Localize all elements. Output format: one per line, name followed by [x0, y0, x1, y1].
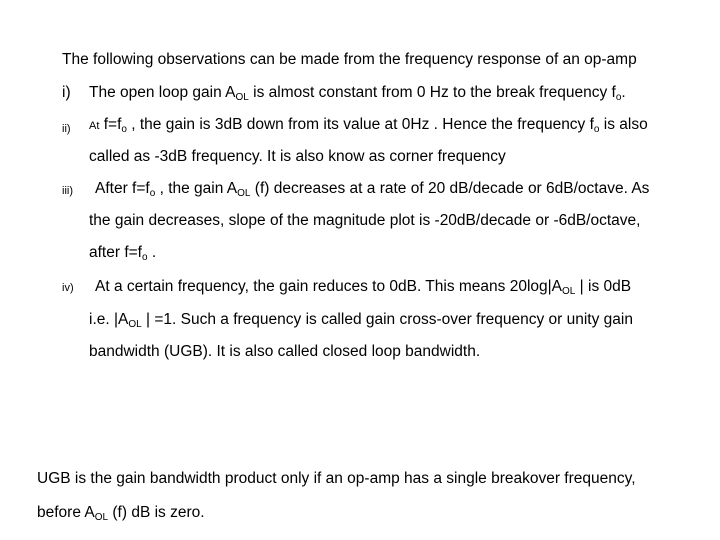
item-1-marker [62, 83, 71, 103]
item-1-sub-o: o [615, 92, 622, 103]
footer-line-2-b: (f) dB is zero. [108, 504, 205, 521]
item-4-sub-ol-2: OL [128, 319, 142, 330]
item-3-line-1 [95, 179, 649, 199]
intro-span: The following observations can be made from the frequency response of an op-amp [62, 51, 637, 68]
item-2-line-2 [89, 147, 506, 167]
item-3-sub-ol: OL [237, 188, 251, 199]
item-3-line-3-a: after f=f [89, 244, 142, 261]
item-1-text-a: The open loop gain A [89, 84, 236, 101]
item-2-line-2-text: called as -3dB frequency. It is also know as corner frequency [89, 148, 506, 165]
item-4-line-1-b: | is 0dB [575, 278, 632, 295]
item-2-line-1-b: , the gain is 3dB down from its value at 0Hz . Hence the frequency f [126, 116, 594, 133]
item-4-marker [62, 278, 74, 298]
item-2-line-1-c: is also [599, 116, 648, 133]
item-4-line-1 [95, 277, 631, 297]
item-3-line-2 [89, 211, 640, 231]
intro-text [62, 50, 637, 70]
item-2-line-1 [89, 115, 648, 136]
item-3-line-1-a: After f=f [95, 180, 150, 197]
item-2-line-1-a: f=f [99, 116, 122, 133]
footer-line-2-a: before A [37, 504, 95, 521]
item-4-line-3 [89, 342, 480, 362]
item-4-marker-text: iv) [62, 282, 74, 294]
footer-line-1-text: UGB is the gain bandwidth product only if an op-amp has a single breakover frequency, [37, 470, 636, 487]
item-4-line-3-text: bandwidth (UGB). It is also called closed loop bandwidth. [89, 343, 481, 360]
footer-line-2 [37, 503, 205, 523]
item-3-sub-o-2: o [142, 252, 148, 263]
item-4-sub-ol: OL [562, 286, 576, 297]
item-4-line-1-a: At a certain frequency, the gain reduces to 0dB. This means 20log|A [95, 278, 563, 295]
item-3-marker-text: iii) [62, 185, 73, 197]
item-2-marker-text: ii) [62, 123, 71, 135]
item-2-lead: At [89, 120, 100, 132]
footer-sub-ol: OL [94, 512, 109, 523]
item-2-marker [62, 119, 71, 139]
item-3-line-3-b: . [147, 244, 157, 261]
footer-line-1 [37, 469, 636, 489]
item-1-text-c: . [621, 84, 626, 101]
item-3-line-1-c: (f) decreases at a rate of 20 dB/decade or 6dB/octave. As [250, 180, 650, 197]
item-2-sub-o-2: o [593, 124, 600, 135]
item-3-marker [62, 181, 73, 201]
item-3-line-2-text: the gain decreases, slope of the magnitude plot is -20dB/decade or -6dB/octave, [89, 212, 641, 229]
item-3-line-3 [89, 243, 156, 263]
item-2-sub-o-1: o [121, 124, 127, 135]
item-1-text [89, 83, 626, 103]
item-4-line-2 [89, 310, 633, 330]
item-3-line-1-b: , the gain A [155, 180, 238, 197]
item-1-marker-text: i) [62, 84, 71, 101]
item-1-sub-ol: OL [235, 92, 249, 103]
item-4-line-2-b: | =1. Such a frequency is called gain cross-over frequency or unity gain [141, 311, 633, 328]
item-3-sub-o: o [149, 188, 156, 199]
item-1-text-b: is almost constant from 0 Hz to the break frequency f [248, 84, 616, 101]
item-4-line-2-a: i.e. |A [89, 311, 129, 328]
